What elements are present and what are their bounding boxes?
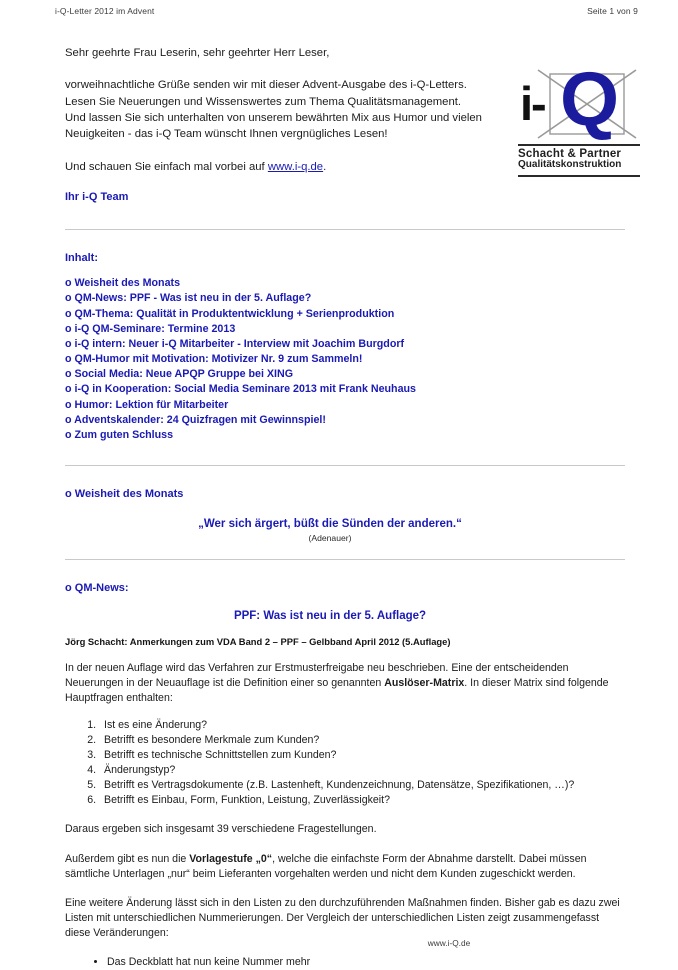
header-page-number: Seite 1 von 9 xyxy=(587,6,638,16)
website-link[interactable]: www.i-q.de xyxy=(267,160,324,173)
list-item: 6. Betrifft es Einbau, Form, Funktion, Leistung, Zuverlässigkeit? xyxy=(99,793,625,808)
toc-item[interactable]: o Social Media: Neue APQP Gruppe bei XING xyxy=(65,367,625,382)
list-item: 4. Änderungstyp? xyxy=(99,763,625,778)
logo-company-text: Schacht & Partner xyxy=(518,148,622,160)
salutation: Sehr geehrte Frau Leserin, sehr geehrter Herr Leser, xyxy=(65,47,330,59)
document-body xyxy=(65,46,625,970)
intro-line-4: Neuigkeiten - das i-Q Team wünscht Ihnen vergnügliches Lesen! xyxy=(65,128,388,141)
intro-line-2: Lesen Sie Neuerungen und Wissenswertes zum Thema Qualitätsmanagement. xyxy=(65,95,462,108)
list-item: 3. Betrifft es technische Schnittstellen zum Kunden? xyxy=(99,748,625,763)
intro-line-1: vorweihnachtliche Grüße senden wir mit dieser Advent-Ausgabe des i-Q-Letters. xyxy=(65,79,467,92)
header-document-title: i-Q-Letter 2012 im Advent xyxy=(55,6,155,16)
toc-item[interactable]: o QM-Thema: Qualität in Produktentwicklung + Serienproduktion xyxy=(65,307,625,322)
toc-item[interactable]: o i-Q in Kooperation: Social Media Seminare 2013 mit Frank Neuhaus xyxy=(65,382,625,397)
article-intro-paragraph xyxy=(65,661,625,706)
logo-letter-i: i- xyxy=(520,77,545,130)
vorlagestufe-text-part-a: Außerdem gibt es nun die xyxy=(65,852,190,865)
toc-item[interactable]: o QM-News: PPF - Was ist neu in der 5. Auflage? xyxy=(65,291,625,306)
article-title: PPF: Was ist neu in der 5. Auflage? xyxy=(233,610,427,623)
quote-author: (Adenauer) xyxy=(308,533,352,544)
toc-item[interactable]: o Adventskalender: 24 Quizfragen mit Gewinnspiel! xyxy=(65,413,625,428)
list-item: 1. Ist es eine Änderung? xyxy=(99,718,625,733)
vorlagestufe-term: Vorlagestufe „0“ xyxy=(189,852,273,865)
toc-item[interactable]: o Weisheit des Monats xyxy=(65,276,625,291)
wisdom-section-heading: o Weisheit des Monats xyxy=(65,488,184,501)
change-bullet-list xyxy=(65,955,625,970)
wisdom-quote-block xyxy=(65,518,625,543)
change-list-paragraph: Eine weitere Änderung lässt sich in den Listen zu den durchzuführenden Maßnahmen finden. Bisher gab es dazu zwei Listen mit unterschiedlichen Nummerierungen. Der Vergleich der unterschiedlichen Listen zeigt zusammengefasst diese Veränderungen: xyxy=(65,896,620,939)
page-running-header xyxy=(55,6,638,16)
logo-tagline: Qualitätskonstruktion xyxy=(518,159,622,171)
toc-item[interactable]: o i-Q QM-Seminare: Termine 2013 xyxy=(65,322,625,337)
website-invitation-suffix: . xyxy=(323,160,327,173)
main-questions-list xyxy=(65,718,625,808)
article-byline: Jörg Schacht: Anmerkungen zum VDA Band 2 – PPF – Gelbband April 2012 (5.Auflage) xyxy=(65,636,451,648)
list-item: 5. Betrifft es Vertragsdokumente (z.B. Lastenheft, Kundenzeichnung, Datensätze, Spezifikationen, …)? xyxy=(99,778,625,793)
auslöser-matrix-term: Auslöser-Matrix xyxy=(384,677,465,690)
toc-item[interactable]: o QM-Humor mit Motivation: Motivizer Nr. 9 zum Sammeln! xyxy=(65,352,625,367)
website-invitation xyxy=(65,159,625,175)
intro-text-part-a: In der neuen Auflage wird das Verfahren zur Erstmusterfreigabe neu beschrieben. Eine der entscheidenden Neuerungen in der Neuauflage ist die Definition einer so genannten xyxy=(65,662,569,690)
list-item: 2. Betrifft es besondere Merkmale zum Kunden? xyxy=(99,733,625,748)
vorlagestufe-text-part-b: , welche die einfachste Form der Abnahme darstellt. Dabei müssen sämtliche Unterlagen „nur“ beim Lieferanten vorgehalten werden und nicht dem Kunden zugeschickt werden. xyxy=(65,852,587,880)
footer-website: www.i-Q.de xyxy=(427,938,471,948)
website-invitation-prefix: Und schauen Sie einfach mal vorbei auf xyxy=(65,160,268,173)
toc-item[interactable]: o Humor: Lektion für Mitarbeiter xyxy=(65,398,625,413)
news-section-heading: o QM-News: xyxy=(65,582,129,595)
quote-text: „Wer sich ärgert, büßt die Sünden der anderen.“ xyxy=(198,518,462,531)
page-footer xyxy=(0,938,678,948)
questions-total-paragraph: Daraus ergeben sich insgesamt 39 verschiedene Fragestellungen. xyxy=(65,823,377,836)
logo-letter-q: Q xyxy=(560,57,620,142)
table-of-contents xyxy=(65,276,625,443)
intro-text-part-b: . In dieser Matrix sind folgende Hauptfragen enthalten: xyxy=(65,677,609,705)
toc-heading: Inhalt: xyxy=(65,252,98,265)
intro-paragraph xyxy=(65,77,515,143)
signoff: Ihr i-Q Team xyxy=(65,191,129,204)
list-item: • Das Deckblatt hat nun keine Nummer mehr xyxy=(107,955,625,970)
vorlagestufe-paragraph xyxy=(65,852,625,882)
toc-item[interactable]: o Zum guten Schluss xyxy=(65,428,625,443)
toc-item[interactable]: o i-Q intern: Neuer i-Q Mitarbeiter - Interview mit Joachim Burgdorf xyxy=(65,337,625,352)
intro-line-3: Und lassen Sie sich unterhalten von unserem bewährten Mix aus Humor und vielen xyxy=(65,112,482,124)
